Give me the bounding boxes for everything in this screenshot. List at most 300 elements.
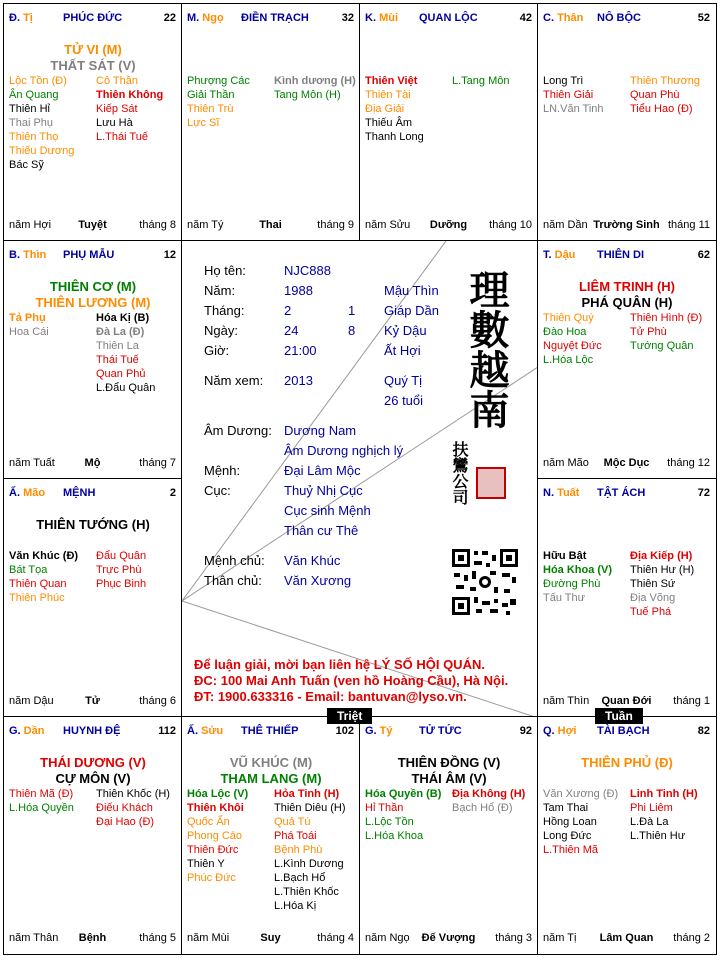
star-item: Hỉ Thần	[365, 802, 404, 814]
main-star: LIÊM TRINH (H)	[578, 279, 676, 294]
main-star: THAM LANG (M)	[220, 771, 322, 786]
star-item: Tiểu Hao (Đ)	[630, 103, 693, 115]
star-item: L.Thiên Mã	[543, 844, 599, 856]
cuc-note: Cục sinh Mệnh	[284, 503, 371, 518]
star-item: Thiên Y	[187, 858, 225, 870]
star-item: Linh Tinh (H)	[630, 788, 698, 800]
palace-phase: Đế Vượng	[421, 932, 476, 944]
palace-phase: Thai	[259, 219, 282, 231]
star-item: Hữu Bật	[543, 550, 587, 562]
star-item: Thiên Hỉ	[9, 103, 50, 115]
star-item: Hỏa Tinh (H)	[274, 788, 340, 800]
star-item: Bác Sỹ	[9, 159, 44, 171]
palace-right-stars	[630, 311, 702, 353]
palace-age: 92	[519, 725, 532, 737]
star-item: Thiên Đức	[187, 844, 239, 856]
palace-left-stars	[9, 74, 74, 172]
palace-can: Ấ.	[187, 725, 202, 737]
palace-age: 22	[163, 12, 176, 24]
palace-left-stars	[543, 787, 618, 857]
palace-can: M.	[187, 12, 203, 24]
palace-name: THÊ THIẾP	[241, 725, 299, 737]
star-item: Quan Phù	[630, 89, 680, 101]
year-label: Năm:	[204, 283, 236, 298]
palace-branch-name: Sửu	[201, 725, 224, 737]
palace-right-stars	[96, 787, 170, 829]
star-item: Tuế Phá	[630, 606, 672, 618]
star-item: Văn Khúc (Đ)	[9, 550, 79, 562]
triet-tag: Triệt	[327, 708, 372, 724]
palace-phu-mau	[3, 240, 183, 480]
palace-the-thiep	[181, 716, 361, 955]
palace-age: 62	[697, 249, 710, 261]
main-star: THÁI DƯƠNG (V)	[40, 755, 146, 770]
star-item: Tam Thai	[543, 802, 589, 814]
palace-branch-name: Thìn	[23, 249, 47, 261]
star-item: L.Kình Dương	[274, 858, 344, 870]
palace-age: 112	[158, 725, 176, 737]
main-star: THIÊN TƯỚNG (H)	[36, 517, 150, 532]
palace-branch	[543, 249, 575, 261]
palace-month: tháng 7	[139, 457, 176, 469]
palace-age: 2	[169, 487, 176, 499]
main-star: THIÊN PHỦ (Đ)	[581, 755, 673, 770]
palace-footer	[9, 695, 176, 709]
palace-footer	[543, 219, 710, 233]
than-chu-label: Thân chủ:	[204, 573, 262, 588]
cuc-label: Cục:	[204, 483, 231, 498]
hour-value: 21:00	[284, 343, 317, 358]
star-item: Hóa Kị (B)	[96, 312, 150, 324]
day-value: 24	[284, 323, 299, 338]
palace-year: năm Ngọ	[365, 932, 410, 944]
palace-can: G.	[365, 725, 380, 737]
palace-age: 82	[697, 725, 710, 737]
palace-right-stars	[96, 74, 163, 144]
star-item: Cô Thần	[96, 75, 138, 87]
star-item: Địa Giải	[365, 103, 405, 115]
palace-menh	[3, 478, 183, 718]
day-label: Ngày:	[204, 323, 238, 338]
than-note: Thân cư Thê	[284, 523, 359, 538]
star-item: Phượng Các	[187, 75, 250, 87]
main-star: TỬ VI (M)	[64, 42, 122, 57]
star-item: Văn Xương (Đ)	[543, 788, 619, 800]
palace-header	[9, 725, 176, 739]
star-item: Địa Không (H)	[452, 788, 526, 800]
menh-chu-value: Văn Khúc	[284, 553, 341, 568]
palace-phase: Dưỡng	[429, 219, 468, 231]
year-value: 1988	[284, 283, 313, 298]
palace-tat-ach	[537, 478, 717, 718]
palace-left-stars	[543, 74, 604, 116]
main-star: THẤT SÁT (V)	[50, 58, 136, 73]
seal-stamp	[476, 467, 506, 499]
contact-info	[194, 657, 508, 705]
palace-quan-loc	[359, 3, 539, 242]
star-item: Quả Tú	[274, 816, 311, 828]
palace-can: G.	[9, 725, 24, 737]
star-item: Hoa Cái	[9, 326, 49, 338]
palace-tu-tuc	[359, 716, 539, 955]
palace-name: PHÚC ĐỨC	[63, 12, 123, 24]
palace-age: 32	[341, 12, 354, 24]
star-item: Địa Kiếp (H)	[630, 550, 693, 562]
star-item: Đường Phù	[543, 578, 601, 590]
palace-branch-name: Ngọ	[202, 12, 224, 24]
palace-footer	[9, 219, 176, 233]
palace-branch-name: Thân	[557, 12, 584, 24]
palace-footer	[543, 932, 710, 946]
star-item: Hồng Loan	[543, 816, 597, 828]
star-item: Long Trì	[543, 75, 584, 87]
day-can-chi: Kỷ Dậu	[384, 323, 427, 338]
palace-header	[187, 12, 354, 26]
palace-main-stars	[4, 42, 182, 74]
star-item: L.Bạch Hổ	[274, 872, 326, 884]
star-item: L.Hóa Quyền	[9, 802, 74, 814]
star-item: LN.Văn Tinh	[543, 103, 604, 115]
star-item: Đà La (Đ)	[96, 326, 145, 338]
star-item: Hóa Lộc (V)	[187, 788, 249, 800]
star-item: Điếu Khách	[96, 802, 153, 814]
name-value: NJC888	[284, 263, 331, 278]
star-item: L.Hóa Kị	[274, 900, 317, 912]
palace-phase: Mộ	[84, 457, 101, 469]
palace-name: NÔ BỘC	[597, 12, 641, 24]
star-item: Giải Thần	[187, 89, 235, 101]
menh-value: Đại Lâm Mộc	[284, 463, 361, 478]
palace-main-stars	[182, 755, 360, 787]
month-can-chi: Giáp Dần	[384, 303, 439, 318]
palace-can: T.	[543, 249, 555, 261]
star-item: Thiên Mã (Đ)	[9, 788, 74, 800]
tuan-tag: Tuần	[595, 708, 643, 724]
star-item: Thiên Thương	[630, 75, 701, 87]
palace-left-stars	[9, 549, 78, 605]
center-info-panel	[181, 240, 538, 717]
palace-footer	[365, 932, 532, 946]
palace-name: TỬ TỨC	[419, 725, 462, 737]
star-item: L.Hóa Khoa	[365, 830, 424, 842]
palace-dien-trach	[181, 3, 361, 242]
palace-year: năm Hợi	[9, 219, 52, 231]
star-item: Trực Phù	[96, 564, 142, 576]
contact-line-1: Để luận giải, mời bạn liên hệ LÝ SỐ HỘI QUÁN.	[194, 657, 485, 672]
palace-branch-name: Tuất	[557, 487, 580, 499]
hour-label: Giờ:	[204, 343, 230, 358]
palace-can: Đ.	[9, 12, 24, 24]
palace-right-stars	[452, 74, 509, 88]
star-item: Thiên Hư (H)	[630, 564, 695, 576]
palace-left-stars	[543, 549, 612, 605]
star-item: Thiếu Âm	[365, 117, 413, 129]
star-item: Phi Liêm	[630, 802, 673, 814]
palace-right-stars	[96, 311, 155, 395]
palace-main-stars	[538, 755, 716, 771]
star-item: L.Lộc Tồn	[365, 816, 414, 828]
star-item: L.Hóa Lộc	[543, 354, 594, 366]
palace-main-stars	[4, 755, 182, 787]
star-item: Quốc Ấn	[187, 816, 230, 828]
star-item: L.Tang Môn	[452, 75, 510, 87]
palace-main-stars	[4, 279, 182, 311]
star-item: Đại Hao (Đ)	[96, 816, 155, 828]
menh-label: Mệnh:	[204, 463, 241, 478]
name-label: Họ tên:	[204, 263, 246, 278]
palace-left-stars	[543, 311, 602, 367]
palace-footer	[187, 219, 354, 233]
palace-name: MỆNH	[63, 487, 96, 499]
star-item: Tấu Thư	[543, 592, 586, 604]
year-can-chi: Mậu Thìn	[384, 283, 439, 298]
palace-header	[9, 249, 176, 263]
star-item: Thiên Hình (Đ)	[630, 312, 703, 324]
palace-year: năm Thân	[9, 932, 59, 944]
palace-right-stars	[274, 74, 356, 102]
star-item: Thiên Tài	[365, 89, 411, 101]
star-item: L.Thiên Hư	[630, 830, 686, 842]
star-item: Quan Phủ	[96, 368, 146, 380]
palace-branch	[543, 725, 577, 737]
palace-month: tháng 11	[667, 219, 710, 231]
star-item: Thiên Sứ	[630, 578, 676, 590]
star-item: Ân Quang	[9, 89, 59, 101]
palace-left-stars	[187, 74, 250, 130]
star-item: Long Đức	[543, 830, 592, 842]
cuc-value: Thuỷ Nhị Cục	[284, 483, 363, 498]
palace-year: năm Tý	[187, 219, 224, 231]
star-item: L.Thái Tuế	[96, 131, 148, 143]
star-item: Thiên Phúc	[9, 592, 65, 604]
star-item: Thái Tuế	[96, 354, 139, 366]
menh-chu-label: Mệnh chủ:	[204, 553, 265, 568]
star-item: Lộc Tồn (Đ)	[9, 75, 67, 87]
palace-phase: Quan Đới	[601, 695, 652, 707]
palace-right-stars	[630, 74, 700, 116]
palace-month: tháng 2	[673, 932, 710, 944]
star-item: Lực Sĩ	[187, 117, 220, 129]
palace-header	[543, 487, 710, 501]
palace-header	[187, 725, 354, 739]
star-item: Tử Phù	[630, 326, 667, 338]
contact-line-3: ĐT: 1900.633316 - Email: bantuvan@lyso.vn.	[194, 689, 467, 704]
star-item: Phục Binh	[96, 578, 147, 590]
palace-branch	[9, 725, 44, 737]
palace-main-stars	[538, 279, 716, 311]
palace-year: năm Dậu	[9, 695, 54, 707]
am-duong-note: Âm Dương nghịch lý	[284, 443, 404, 458]
palace-age: 102	[335, 725, 354, 737]
palace-phase: Tử	[85, 695, 100, 707]
palace-footer	[543, 695, 710, 709]
palace-phase: Bệnh	[78, 932, 107, 944]
palace-year: năm Tị	[543, 932, 577, 944]
star-item: Phong Cáo	[187, 830, 243, 842]
palace-month: tháng 8	[139, 219, 176, 231]
palace-can: C.	[543, 12, 558, 24]
star-item: Kiếp Sát	[96, 103, 138, 115]
palace-main-stars	[360, 755, 538, 787]
month-value: 2	[284, 303, 292, 318]
star-item: Bệnh Phù	[274, 844, 323, 856]
palace-phase: Mộc Dục	[603, 457, 650, 469]
star-item: Thiên Quý	[543, 312, 594, 324]
palace-huynh-de	[3, 716, 183, 955]
main-star: VŨ KHÚC (M)	[229, 755, 313, 770]
palace-phase: Tuyệt	[78, 219, 107, 231]
main-star: THIÊN ĐỒNG (V)	[397, 755, 501, 770]
palace-branch-name: Mão	[23, 487, 46, 499]
main-star: THIÊN CƠ (M)	[49, 279, 137, 294]
palace-can: Ấ.	[9, 487, 24, 499]
star-item: Thiên Khốc (H)	[96, 788, 170, 800]
view-year-label: Năm xem:	[204, 373, 264, 388]
hour-can-chi: Ất Hợi	[384, 343, 421, 358]
palace-name: TẬT ÁCH	[597, 487, 646, 499]
star-item: Thiên Khôi	[187, 802, 244, 814]
star-item: Thiên Giải	[543, 89, 594, 101]
star-item: Thanh Long	[365, 131, 424, 143]
palace-branch-name: Tị	[23, 12, 33, 24]
palace-age: 72	[697, 487, 710, 499]
palace-month: tháng 5	[139, 932, 176, 944]
star-item: Phá Toái	[274, 830, 317, 842]
palace-left-stars	[365, 787, 441, 843]
palace-month: tháng 10	[489, 219, 532, 231]
palace-branch	[9, 487, 45, 499]
star-item: Đào Hoa	[543, 326, 587, 338]
star-item: Địa Võng	[630, 592, 676, 604]
palace-footer	[187, 932, 354, 946]
star-item: Bạch Hổ (Đ)	[452, 802, 513, 814]
palace-month: tháng 12	[667, 457, 710, 469]
main-star: CỰ MÔN (V)	[55, 771, 131, 786]
palace-age: 52	[697, 12, 710, 24]
palace-right-stars	[452, 787, 525, 815]
palace-can: N.	[543, 487, 558, 499]
palace-month: tháng 1	[673, 695, 710, 707]
star-item: L.Đẩu Quân	[96, 382, 156, 394]
palace-branch	[543, 12, 583, 24]
palace-thien-di	[537, 240, 717, 480]
palace-name: PHỤ MẪU	[63, 249, 115, 261]
star-item: Thiên Diêu (H)	[274, 802, 346, 814]
palace-month: tháng 9	[317, 219, 354, 231]
palace-branch-name: Dần	[23, 725, 45, 737]
star-item: Thiên Quan	[9, 578, 67, 590]
star-item: Bát Tọa	[9, 564, 48, 576]
star-item: Nguyệt Đức	[543, 340, 602, 352]
than-chu-value: Văn Xương	[284, 573, 352, 588]
palace-can: K.	[365, 12, 380, 24]
palace-name: TÀI BẠCH	[597, 725, 650, 737]
view-year-can-chi: Quý Tị	[384, 373, 423, 388]
palace-name: THIÊN DI	[597, 249, 645, 261]
month-label: Tháng:	[204, 303, 245, 318]
am-duong-value: Dương Nam	[284, 423, 357, 438]
palace-branch-name: Hợi	[557, 725, 577, 737]
palace-header	[365, 12, 532, 26]
palace-right-stars	[630, 549, 694, 619]
palace-right-stars	[274, 787, 346, 913]
palace-can: Q.	[543, 725, 558, 737]
star-item: Tướng Quân	[630, 340, 694, 352]
age-value: 26 tuổi	[384, 393, 424, 408]
palace-left-stars	[9, 787, 74, 815]
palace-year: năm Thìn	[543, 695, 590, 707]
star-item: Tang Môn (H)	[274, 89, 341, 101]
palace-branch	[365, 12, 398, 24]
palace-can: B.	[9, 249, 24, 261]
palace-footer	[9, 932, 176, 946]
palace-age: 12	[163, 249, 176, 261]
palace-header	[365, 725, 532, 739]
palace-branch-name: Dậu	[554, 249, 576, 261]
star-item: Lưu Hà	[96, 117, 133, 129]
palace-phase: Suy	[260, 932, 281, 944]
day-lunar: 8	[348, 323, 356, 338]
star-item: Thai Phụ	[9, 117, 54, 129]
calligraphy-text: 理數越南	[463, 269, 510, 429]
palace-age: 42	[519, 12, 532, 24]
palace-phase: Trường Sinh	[593, 219, 660, 231]
palace-left-stars	[187, 787, 248, 885]
palace-branch	[543, 487, 579, 499]
star-item: Tả Phụ	[9, 312, 46, 324]
palace-branch	[9, 249, 46, 261]
palace-header	[9, 487, 176, 501]
star-item: Kình dương (H)	[274, 75, 356, 87]
palace-footer	[9, 457, 176, 471]
palace-header	[543, 12, 710, 26]
palace-no-boc	[537, 3, 717, 242]
month-lunar: 1	[348, 303, 356, 318]
palace-name: HUYNH ĐỆ	[63, 725, 121, 737]
star-item: Thiên La	[96, 340, 139, 352]
palace-month: tháng 3	[495, 932, 532, 944]
star-item: Thiên Trù	[187, 103, 234, 115]
palace-branch-name: Mùi	[379, 12, 399, 24]
palace-left-stars	[365, 74, 424, 144]
main-star: THIÊN LƯƠNG (M)	[35, 295, 151, 310]
palace-right-stars	[96, 549, 146, 591]
star-item: Đẩu Quân	[96, 550, 147, 562]
star-item: L.Đà La	[630, 816, 669, 828]
star-item: Thiên Thọ	[9, 131, 59, 143]
palace-header	[9, 12, 176, 26]
palace-footer	[365, 219, 532, 233]
star-item: Thiên Việt	[365, 75, 418, 87]
palace-branch-name: Tý	[379, 725, 393, 737]
qr-code	[450, 547, 520, 617]
palace-branch	[187, 12, 224, 24]
palace-year: năm Mão	[543, 457, 589, 469]
star-item: Thiếu Dương	[9, 145, 75, 157]
palace-footer	[543, 457, 710, 471]
palace-name: ĐIỀN TRẠCH	[241, 12, 309, 24]
palace-header	[543, 725, 710, 739]
palace-branch	[187, 725, 223, 737]
palace-year: năm Sửu	[365, 219, 411, 231]
main-star: PHÁ QUÂN (H)	[581, 295, 673, 310]
am-duong-label: Âm Dương:	[204, 423, 272, 438]
palace-branch	[9, 12, 33, 24]
palace-main-stars	[4, 517, 182, 533]
palace-phase: Lâm Quan	[599, 932, 654, 944]
palace-left-stars	[9, 311, 49, 339]
palace-name: QUAN LỘC	[419, 12, 478, 24]
